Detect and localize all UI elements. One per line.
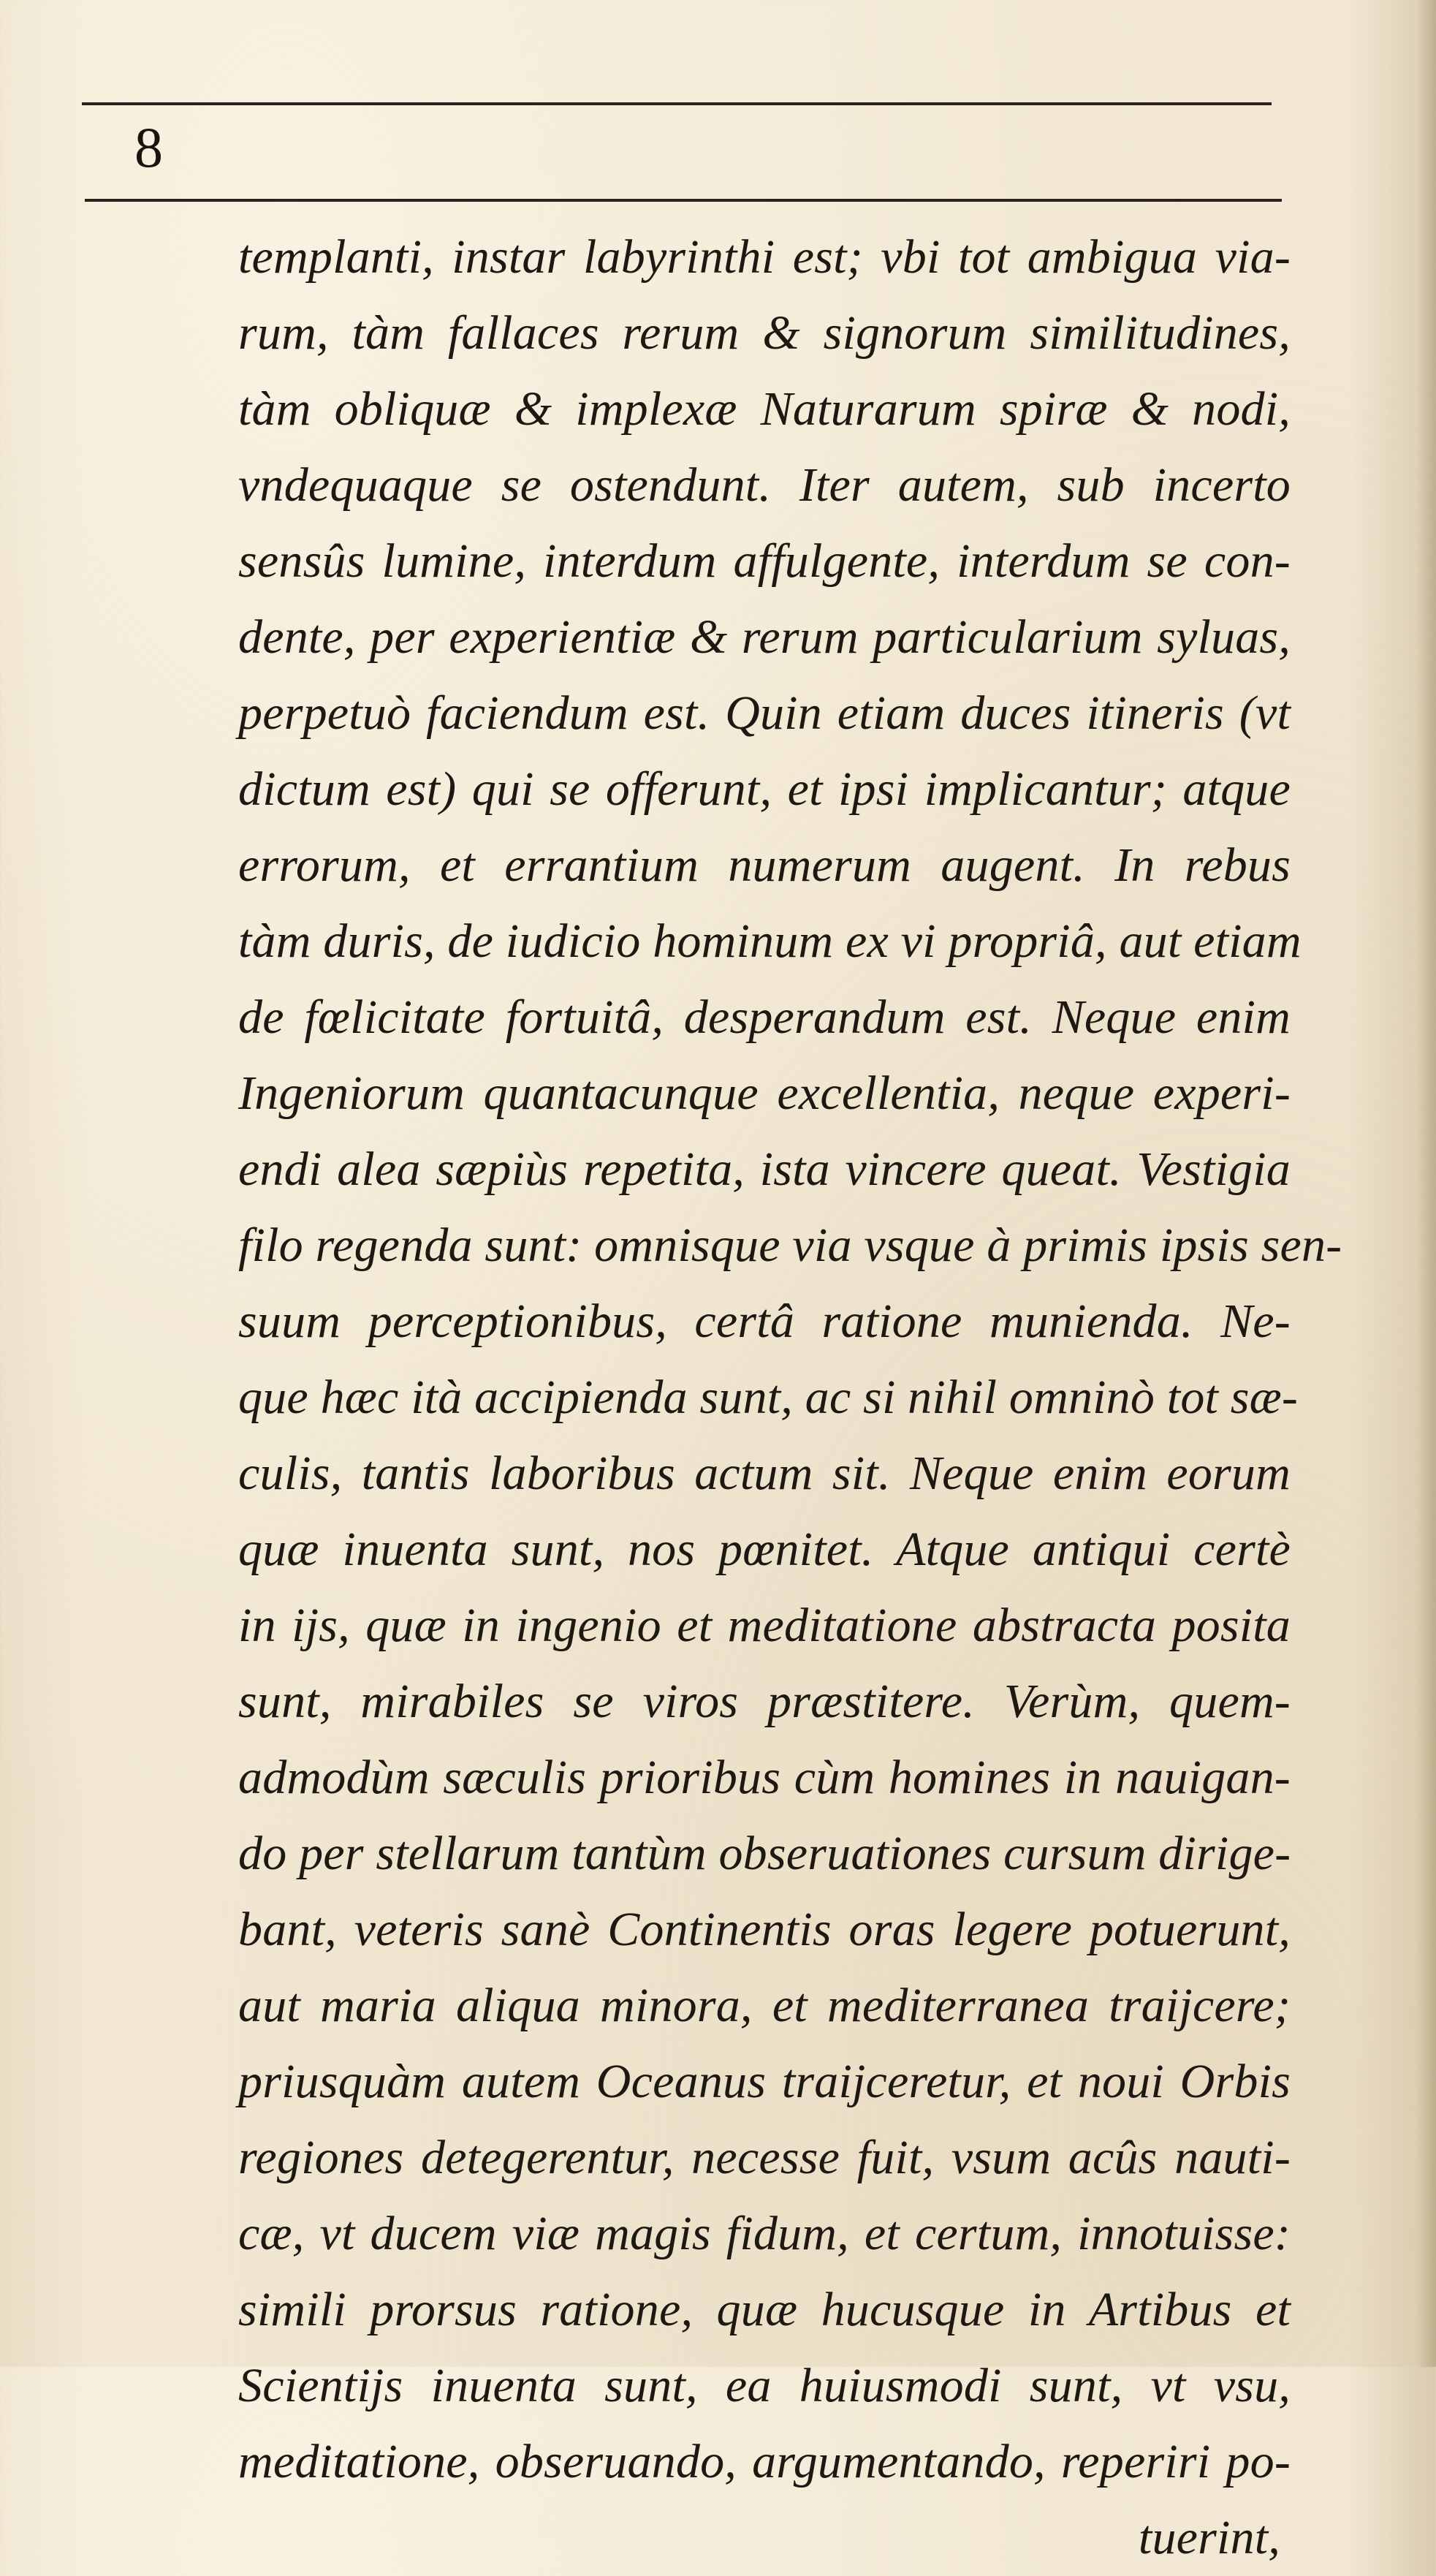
text-line: perpetuò faciendum est. Quin etiam duces itineris (vt xyxy=(238,686,1291,740)
text-line: errorum, et errantium numerum augent. In rebus xyxy=(238,838,1291,892)
catchword: tuerint, xyxy=(1138,2511,1280,2564)
text-line: sensûs lumine, interdum affulgente, interdum se con- xyxy=(238,534,1291,588)
text-line: rum, tàm fallaces rerum & signorum similitudines, xyxy=(238,306,1291,360)
text-line: endi alea sæpiùs repetita, ista vincere queat. Vestigia xyxy=(238,1143,1291,1196)
text-line: dictum est) qui se offerunt, et ipsi implicantur; atque xyxy=(238,762,1291,816)
text-line: meditatione, obseruando, argumentando, reperiri po- xyxy=(238,2435,1291,2488)
text-line: culis, tantis laboribus actum sit. Neque enim eorum xyxy=(238,1447,1291,1500)
text-line: priusquàm autem Oceanus traijceretur, et noui Orbis xyxy=(238,2055,1291,2108)
text-line: dente, per experientiæ & rerum particularium syluas, xyxy=(238,610,1291,664)
page-edge-shadow xyxy=(1417,0,1436,2367)
text-line: vndequaque se ostendunt. Iter autem, sub incerto xyxy=(238,458,1291,512)
top-rule xyxy=(82,102,1272,105)
text-line: templanti, instar labyrinthi est; vbi tot ambigua via- xyxy=(238,230,1291,284)
text-line: Ingeniorum quantacunque excellentia, neque experi- xyxy=(238,1067,1291,1120)
text-line: bant, veteris sanè Continentis oras legere potuerunt, xyxy=(238,1903,1291,1956)
text-line: suum perceptionibus, certâ ratione munienda. Ne- xyxy=(238,1295,1291,1348)
page-number: 8 xyxy=(134,115,163,179)
text-line: tàm obliquæ & implexæ Naturarum spiræ & nodi, xyxy=(238,382,1291,436)
text-line: sunt, mirabiles se viros præstitere. Verùm, quem- xyxy=(238,1675,1291,1728)
text-line: tàm duris, de iudicio hominum ex vi propriâ, aut etiam xyxy=(238,914,1302,968)
text-line: do per stellarum tantùm obseruationes cursum dirige- xyxy=(238,1827,1291,1880)
text-line: regiones detegerentur, necesse fuit, vsum acûs nauti- xyxy=(238,2131,1291,2184)
text-line: cæ, vt ducem viæ magis fidum, et certum, innotuisse: xyxy=(238,2207,1291,2260)
text-line: filo regenda sunt: omnisque via vsque à primis ipsis sen- xyxy=(238,1219,1342,1272)
text-line: Scientijs inuenta sunt, ea huiusmodi sunt, vt vsu, xyxy=(238,2359,1291,2412)
text-line: simili prorsus ratione, quæ hucusque in Artibus et xyxy=(238,2283,1291,2336)
text-line: aut maria aliqua minora, et mediterranea traijcere; xyxy=(238,1979,1291,2032)
text-line: in ijs, quæ in ingenio et meditatione abstracta posita xyxy=(238,1599,1291,1652)
body-text xyxy=(238,219,1342,2576)
text-line: que hæc ità accipienda sunt, ac si nihil omninò tot sæ- xyxy=(238,1371,1299,1424)
header-rule xyxy=(85,199,1282,202)
text-line: de fœlicitate fortuitâ, desperandum est. Neque enim xyxy=(238,990,1291,1044)
text-line: admodùm sæculis prioribus cùm homines in nauigan- xyxy=(238,1751,1291,1804)
text-line: quæ inuenta sunt, nos pœnitet. Atque antiqui certè xyxy=(238,1523,1291,1576)
